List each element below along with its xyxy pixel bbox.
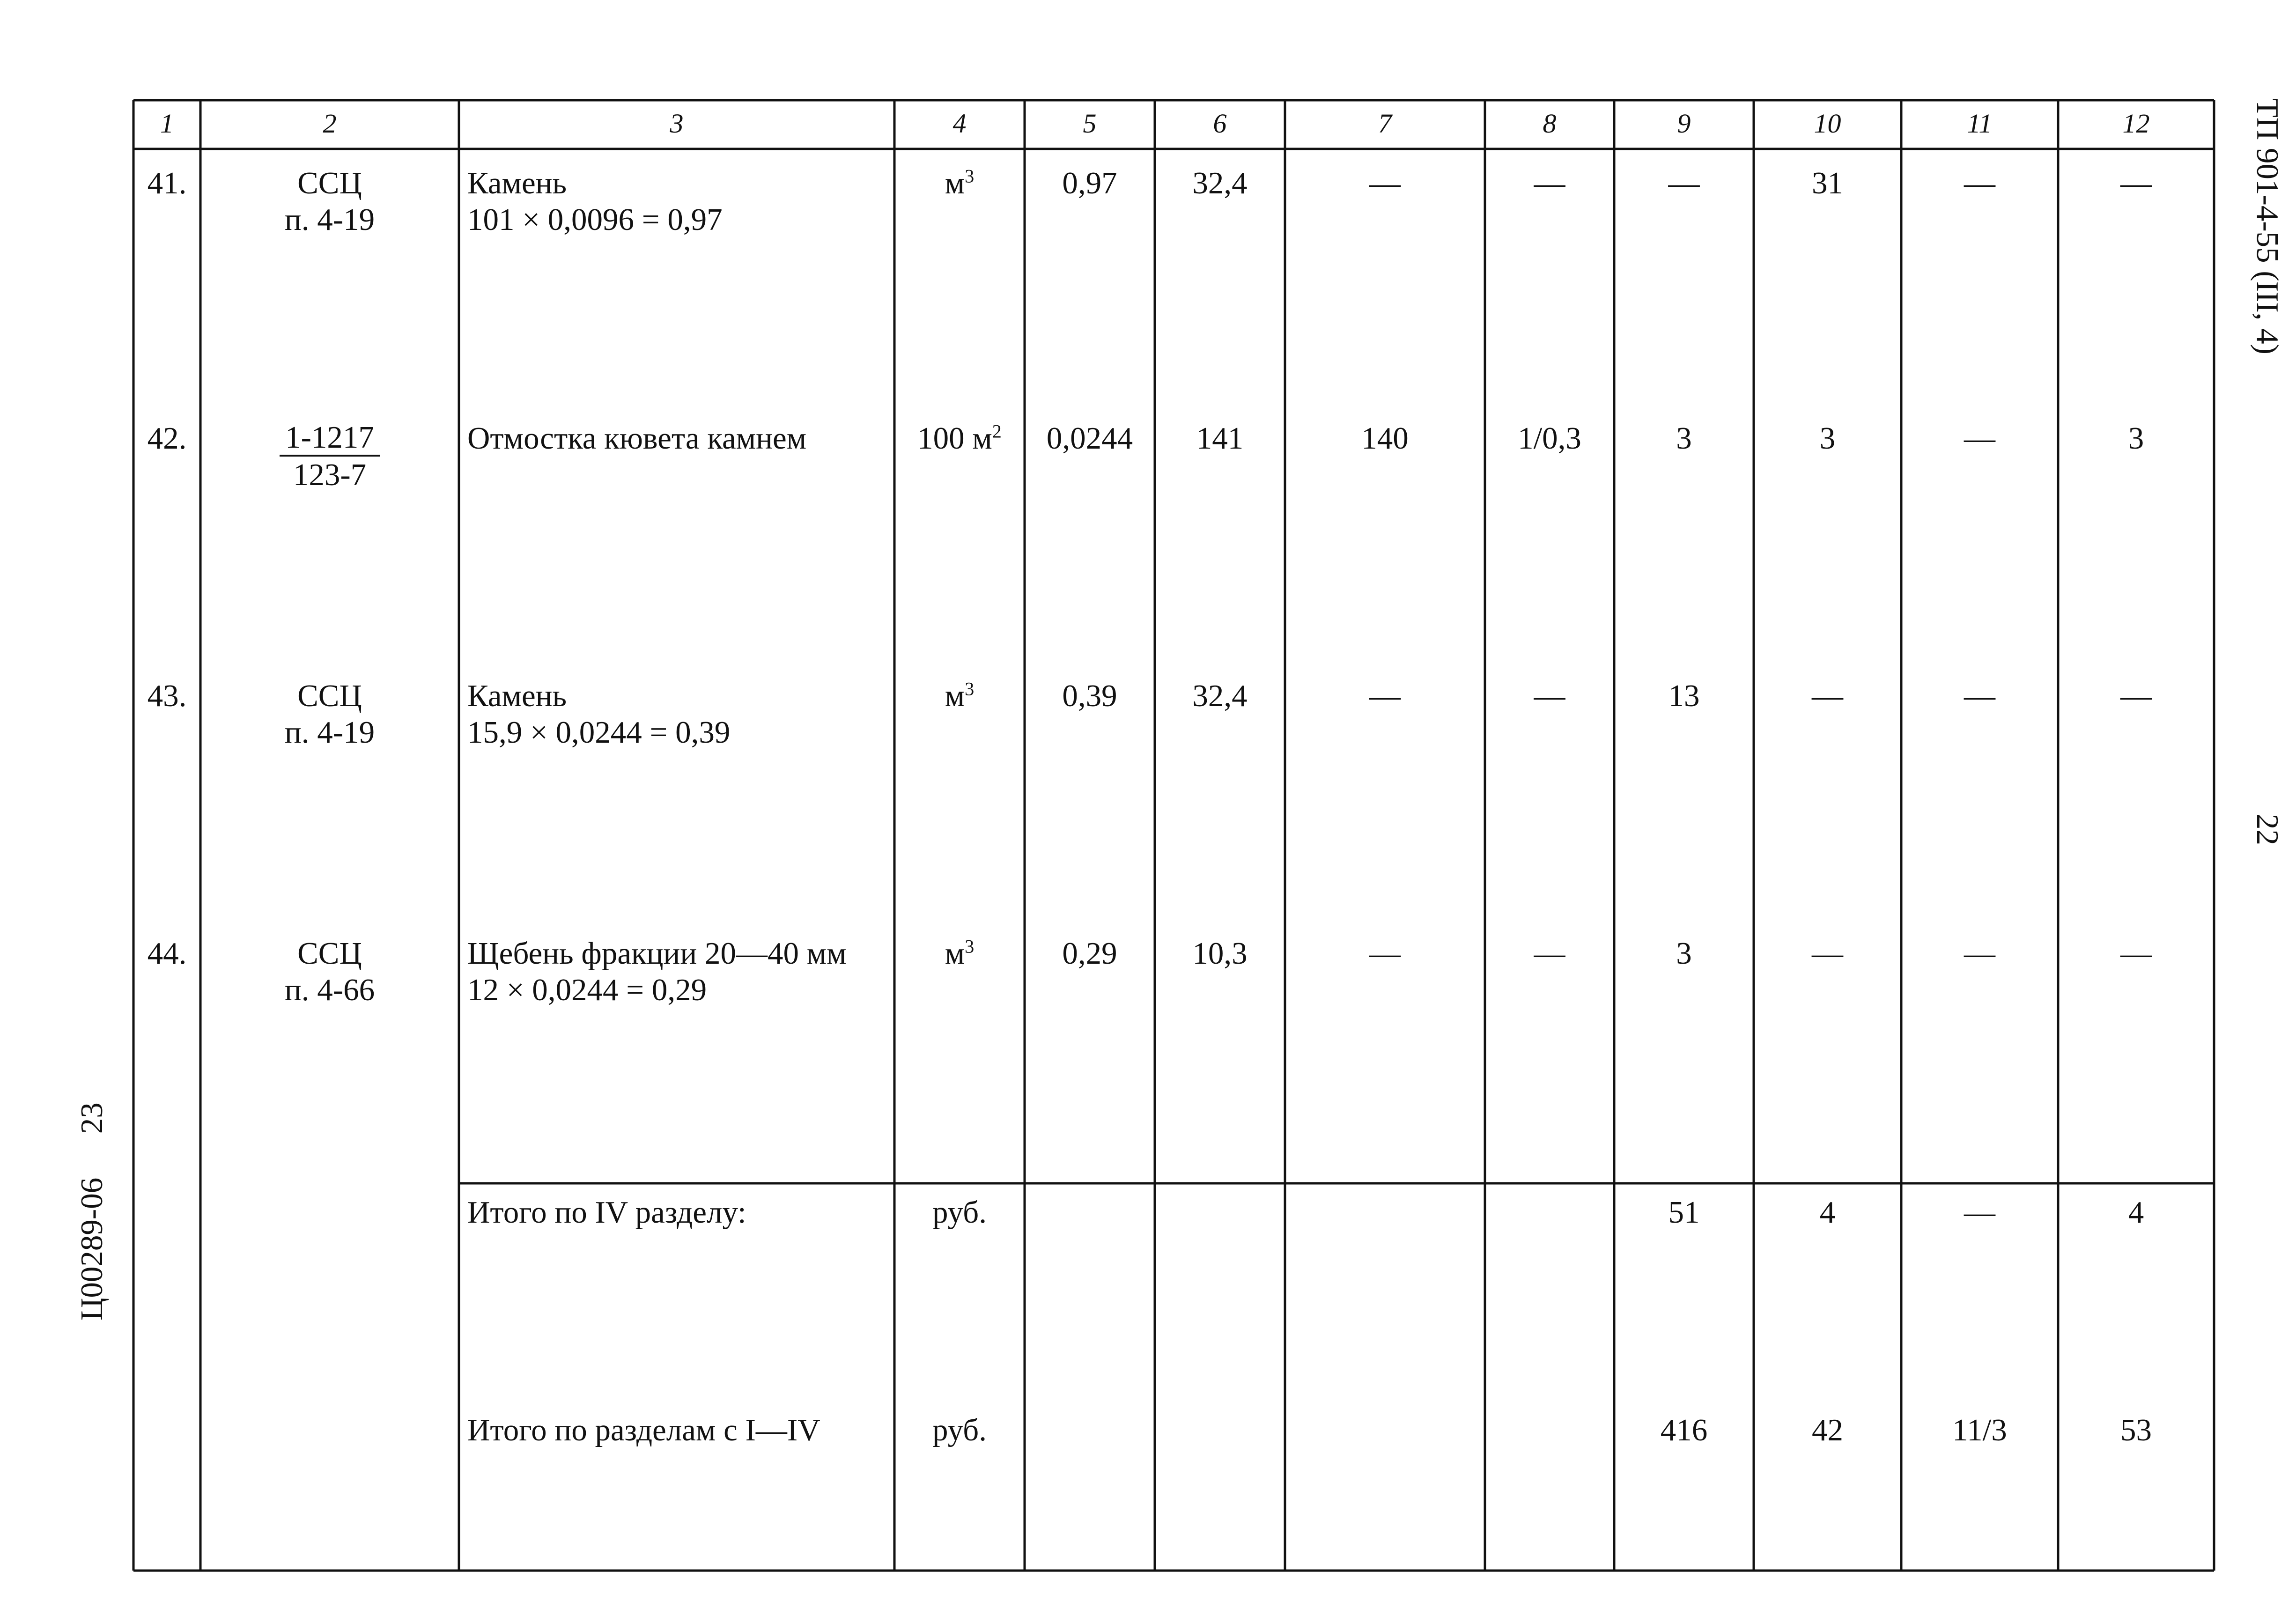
value-col-10: —: [1812, 679, 1843, 713]
value-col-9: 3: [1676, 936, 1692, 971]
column-header-6: 6: [1213, 108, 1227, 139]
value-col-7: 140: [1361, 421, 1409, 456]
work-description: [467, 935, 889, 1008]
value-col-11: —: [1964, 936, 1995, 971]
total-col-12: 53: [2120, 1413, 2152, 1447]
work-name: Камень: [467, 166, 567, 200]
value-col-10: 31: [1812, 166, 1843, 200]
column-header-5: 5: [1083, 108, 1097, 139]
work-calculation: 15,9 × 0,0244 = 0,39: [467, 715, 731, 750]
value-col-11: —: [1964, 421, 1995, 456]
price-reference: [200, 935, 459, 1008]
value-col-12: —: [2120, 166, 2152, 200]
work-description: [467, 678, 889, 751]
price-reference-top: ССЦ: [297, 936, 362, 971]
value-col-7: —: [1369, 166, 1401, 200]
value-col-8: —: [1534, 936, 1565, 971]
total-unit: руб.: [932, 1413, 987, 1447]
quantity: 0,0244: [1046, 421, 1133, 456]
row-number: 44.: [147, 936, 187, 971]
total-label: Итого по IV разделу:: [467, 1195, 746, 1230]
work-description: [467, 420, 889, 457]
price-reference-bottom: п. 4-19: [284, 715, 375, 750]
total-label: Итого по разделам с I—IV: [467, 1413, 820, 1447]
total-unit: руб.: [932, 1195, 987, 1230]
unit-cost: 32,4: [1192, 679, 1248, 713]
price-reference-bottom: п. 4-66: [284, 973, 375, 1007]
price-reference-bottom: 123-7: [293, 457, 367, 492]
column-header-9: 9: [1677, 108, 1691, 139]
value-col-8: 1/0,3: [1518, 421, 1581, 456]
value-col-11: —: [1964, 679, 1995, 713]
unit-cost: 10,3: [1192, 936, 1248, 971]
work-calculation: 101 × 0,0096 = 0,97: [467, 202, 723, 237]
value-col-8: —: [1534, 166, 1565, 200]
column-header-11: 11: [1967, 108, 1993, 139]
price-reference: [200, 420, 459, 493]
total-col-12: 4: [2128, 1195, 2144, 1230]
unit: $м^3$: [945, 165, 975, 200]
project-code: ТП 901-4-55 (III, 4): [2250, 98, 2285, 354]
column-header-1: 1: [160, 108, 174, 139]
total-col-9: 416: [1660, 1413, 1708, 1447]
value-col-12: —: [2120, 936, 2152, 971]
quantity: 0,39: [1062, 679, 1117, 713]
total-col-11: 11/3: [1952, 1413, 2007, 1447]
value-col-10: —: [1812, 936, 1843, 971]
price-reference-top: ССЦ: [297, 679, 362, 713]
price-reference: [200, 678, 459, 751]
work-name: Камень: [467, 679, 567, 713]
unit-cost: 141: [1196, 421, 1244, 456]
value-col-10: 3: [1819, 421, 1836, 456]
value-col-8: —: [1534, 679, 1565, 713]
column-header-2: 2: [323, 108, 337, 139]
value-col-11: —: [1964, 166, 1995, 200]
column-header-4: 4: [952, 108, 967, 139]
value-col-9: 13: [1668, 679, 1700, 713]
price-reference: [200, 165, 459, 238]
column-header-10: 10: [1814, 108, 1841, 139]
quantity: 0,97: [1062, 166, 1117, 200]
value-col-9: —: [1668, 166, 1700, 200]
price-reference-top: 1-1217: [280, 420, 380, 457]
price-reference-bottom: п. 4-19: [284, 202, 375, 237]
column-header-3: 3: [670, 108, 684, 139]
unit-cost: 32,4: [1192, 166, 1248, 200]
quantity: 0,29: [1062, 936, 1117, 971]
value-col-7: —: [1369, 936, 1401, 971]
total-col-11: —: [1964, 1195, 1995, 1230]
total-col-10: 4: [1819, 1195, 1836, 1230]
total-col-10: 42: [1812, 1413, 1843, 1447]
page-number-left: 23: [74, 1102, 109, 1134]
value-col-12: 3: [2128, 421, 2144, 456]
column-header-7: 7: [1378, 108, 1392, 139]
work-description: [467, 165, 889, 238]
unit: 100 $м^2$: [917, 421, 1002, 456]
unit: $м^3$: [945, 936, 975, 971]
column-header-8: 8: [1543, 108, 1557, 139]
row-number: 43.: [147, 679, 187, 713]
work-calculation: 12 × 0,0244 = 0,29: [467, 973, 707, 1007]
total-col-9: 51: [1668, 1195, 1700, 1230]
value-col-7: —: [1369, 679, 1401, 713]
price-reference-fraction: [280, 420, 380, 493]
value-col-12: —: [2120, 679, 2152, 713]
work-name: Щебень фракции 20—40 мм: [467, 936, 847, 971]
column-header-12: 12: [2122, 108, 2150, 139]
document-code-text: Ц00289-06: [74, 1177, 109, 1321]
row-number: 41.: [147, 166, 187, 200]
work-name: Отмостка кювета камнем: [467, 421, 807, 456]
unit: $м^3$: [945, 678, 975, 713]
row-number: 42.: [147, 421, 187, 456]
price-reference-top: ССЦ: [297, 166, 362, 200]
value-col-9: 3: [1676, 421, 1692, 456]
page-number-right: 22: [2250, 814, 2285, 845]
document-code: [74, 1102, 110, 1321]
